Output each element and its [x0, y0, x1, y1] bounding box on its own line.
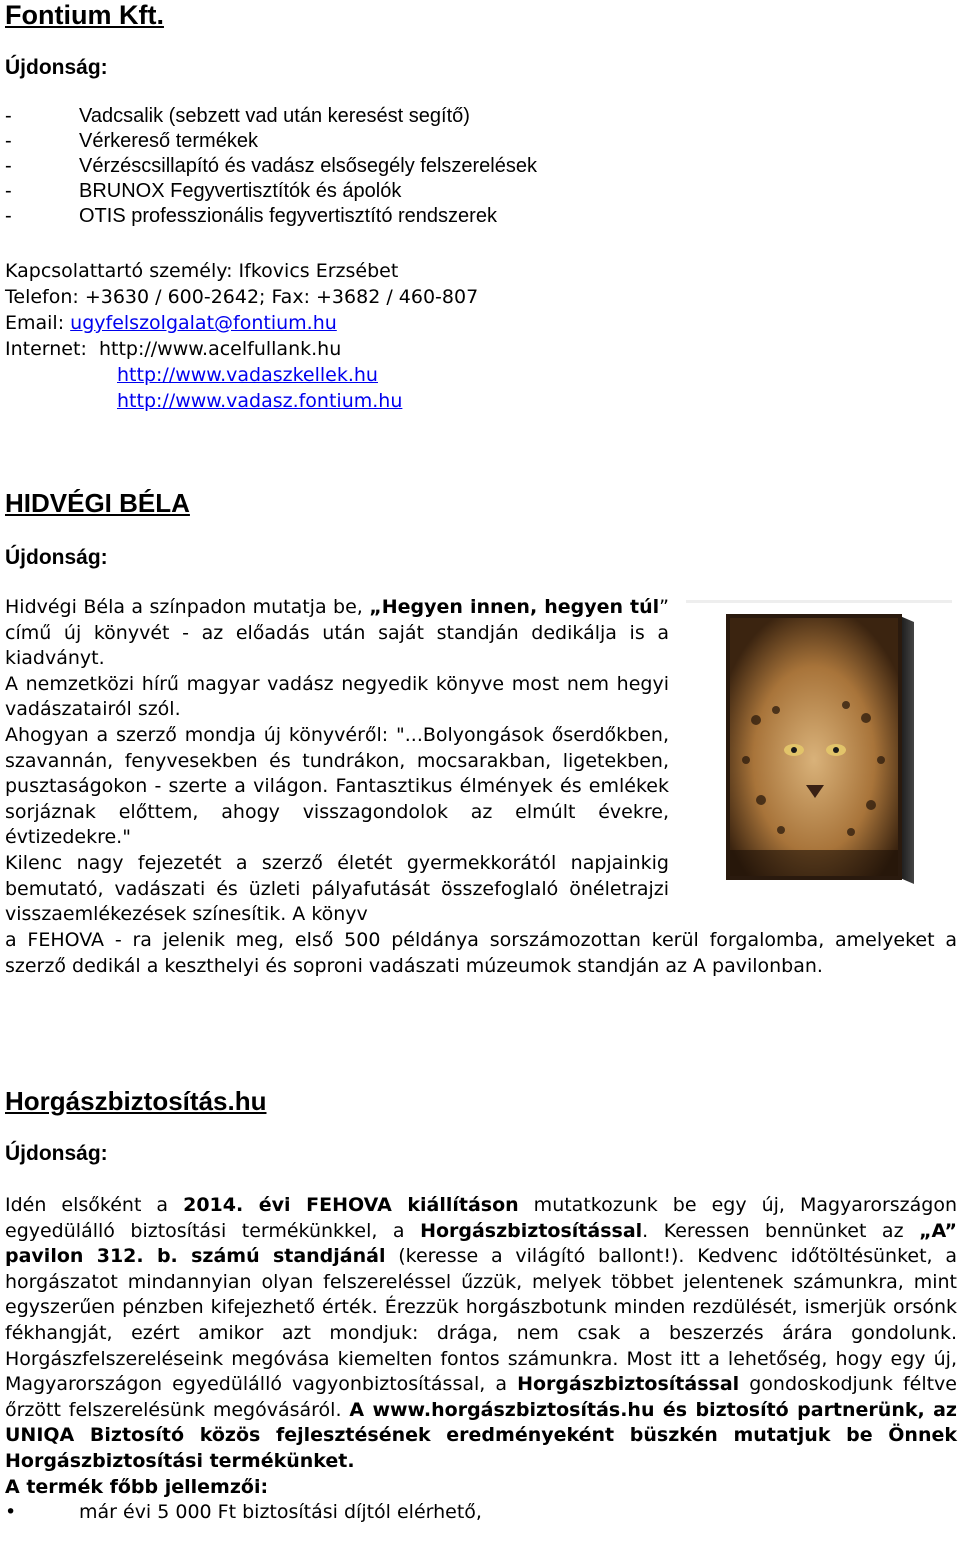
- horgasz-new-label: Újdonság:: [5, 1142, 108, 1165]
- list-item: - Vérkereső termékek: [5, 130, 258, 152]
- list-item: - OTIS professzionális fegyvertisztító rendszerek: [5, 205, 497, 227]
- book-cover-image: [686, 600, 952, 890]
- horgasz-paragraph: Idén elsőként a 2014. évi FEHOVA kiállításon mutatkozunk be egy új, Magyarországon egyedülálló biztosítási termékünkkel, a Horgászbiztosítással. Keressen bennünket az „A” pavilon 312. b. számú standjánál (keresse a világító ballont!). Kedvenc időtöltésünket, a horgászatot mindannyian olyan felszereléssel űzzük, melyek többet jelentenek számunkra, mint egyszerűen pénzben kifejezhető érték. Érezzük horgászbotunk minden rezdülését, ismerjük orsónk fékhangját, ezért amikor azt mondjuk: drága, nem csak a beszerzés árára gondolunk. Horgászfelszereléseink megóvása kiemelten fontos számunkra. Most itt a lehetőség, hogy egy új, Magyarországon egyedülálló vagyonbiztosítással, a Horgászbiztosítással gondoskodjunk féltve őrzött felszerelésünk megóvásáról. A www.horgászbiztosítás.hu és biztosító partnerünk, az UNIQA Biztosító közös fejlesztésének eredményeként büszkén mutatjuk be Önnek Horgászbiztosítási termékünket.: [5, 1194, 958, 1472]
- hidvegi-new-label: Újdonság:: [5, 546, 108, 569]
- fontium-new-label: Újdonság:: [5, 56, 108, 79]
- web-link-vadasz-fontium[interactable]: http://www.vadasz.fontium.hu: [117, 390, 403, 412]
- contact-phone: Telefon: +3630 / 600-2642; Fax: +3682 / 460-807: [5, 286, 479, 308]
- hidvegi-paragraph-5: a FEHOVA - ra jelenik meg, első 500 példánya sorszámozottan kerül forgalomba, amelyeket a szerző dedikál a keszthelyi és soproni vadászati múzeumok standján az A pavilonban.: [5, 929, 957, 977]
- hidvegi-text-full: [5, 928, 957, 979]
- fontium-contact: [5, 258, 478, 414]
- horgasz-title: Horgászbiztosítás.hu: [5, 1086, 267, 1116]
- contact-internet: Internet: http://www.acelfullank.hu: [5, 338, 342, 360]
- email-link[interactable]: ugyfelszolgalat@fontium.hu: [70, 312, 337, 334]
- list-item: - Vérzéscsillapító és vadász elsősegély felszerelések: [5, 155, 537, 177]
- fontium-title: Fontium Kft.: [5, 0, 164, 30]
- list-item: • már évi 5 000 Ft biztosítási díjtól elérhető,: [5, 1501, 482, 1524]
- web-link-acelfullank[interactable]: http://www.acelfullank.hu: [98, 338, 342, 360]
- list-item: - Vadcsalik (sebzett vad után keresést segítő): [5, 105, 470, 127]
- horgasz-text: [5, 1193, 957, 1526]
- fontium-product-list: [5, 104, 537, 229]
- web-link-vadaszkellek[interactable]: http://www.vadaszkellek.hu: [117, 364, 378, 386]
- hidvegi-paragraph-2: A nemzetközi hírű magyar vadász negyedik könyve most nem hegyi vadászatairól szól.: [5, 672, 669, 721]
- horgasz-features-label: A termék főbb jellemzői:: [5, 1475, 269, 1498]
- hidvegi-paragraph-3: Ahogyan a szerző mondja új könyvéről: "...Bolyongások őserdőkben, szavannán, fenyvesekben és tundrákon, mocsarakban, ligetekben, pusztaságokon - szerte a világon. Fantasztikus élmények és emlékek sorjáznak előttem, ahogy visszagondolok az elmúlt évekre, évtizedekre.": [5, 723, 669, 849]
- hidvegi-title: HIDVÉGI BÉLA: [5, 488, 190, 518]
- contact-person: Kapcsolattartó személy: Ifkovics Erzsébet: [5, 260, 399, 282]
- hidvegi-paragraph-4: Kilenc nagy fejezetét a szerző életét gyermekkorától napjainkig bemutató, vadászati és üzleti pályafutását összefoglaló önéletrajzi visszaemlékezések színesítik. A könyv: [5, 851, 669, 926]
- hidvegi-paragraph-1: Hidvégi Béla a színpadon mutatja be, „Hegyen innen, hegyen túl” című új könyvét - az előadás után saját standján dedikálja is a kiadványt.: [5, 596, 669, 670]
- contact-email: Email: ugyfelszolgalat@fontium.hu: [5, 312, 337, 334]
- list-item: - BRUNOX Fegyvertisztítók és ápolók: [5, 180, 402, 202]
- web-link-vadaszkellek-row: [5, 362, 478, 388]
- web-link-vadasz-fontium-row: [5, 388, 478, 414]
- hidvegi-text-column: [5, 595, 669, 928]
